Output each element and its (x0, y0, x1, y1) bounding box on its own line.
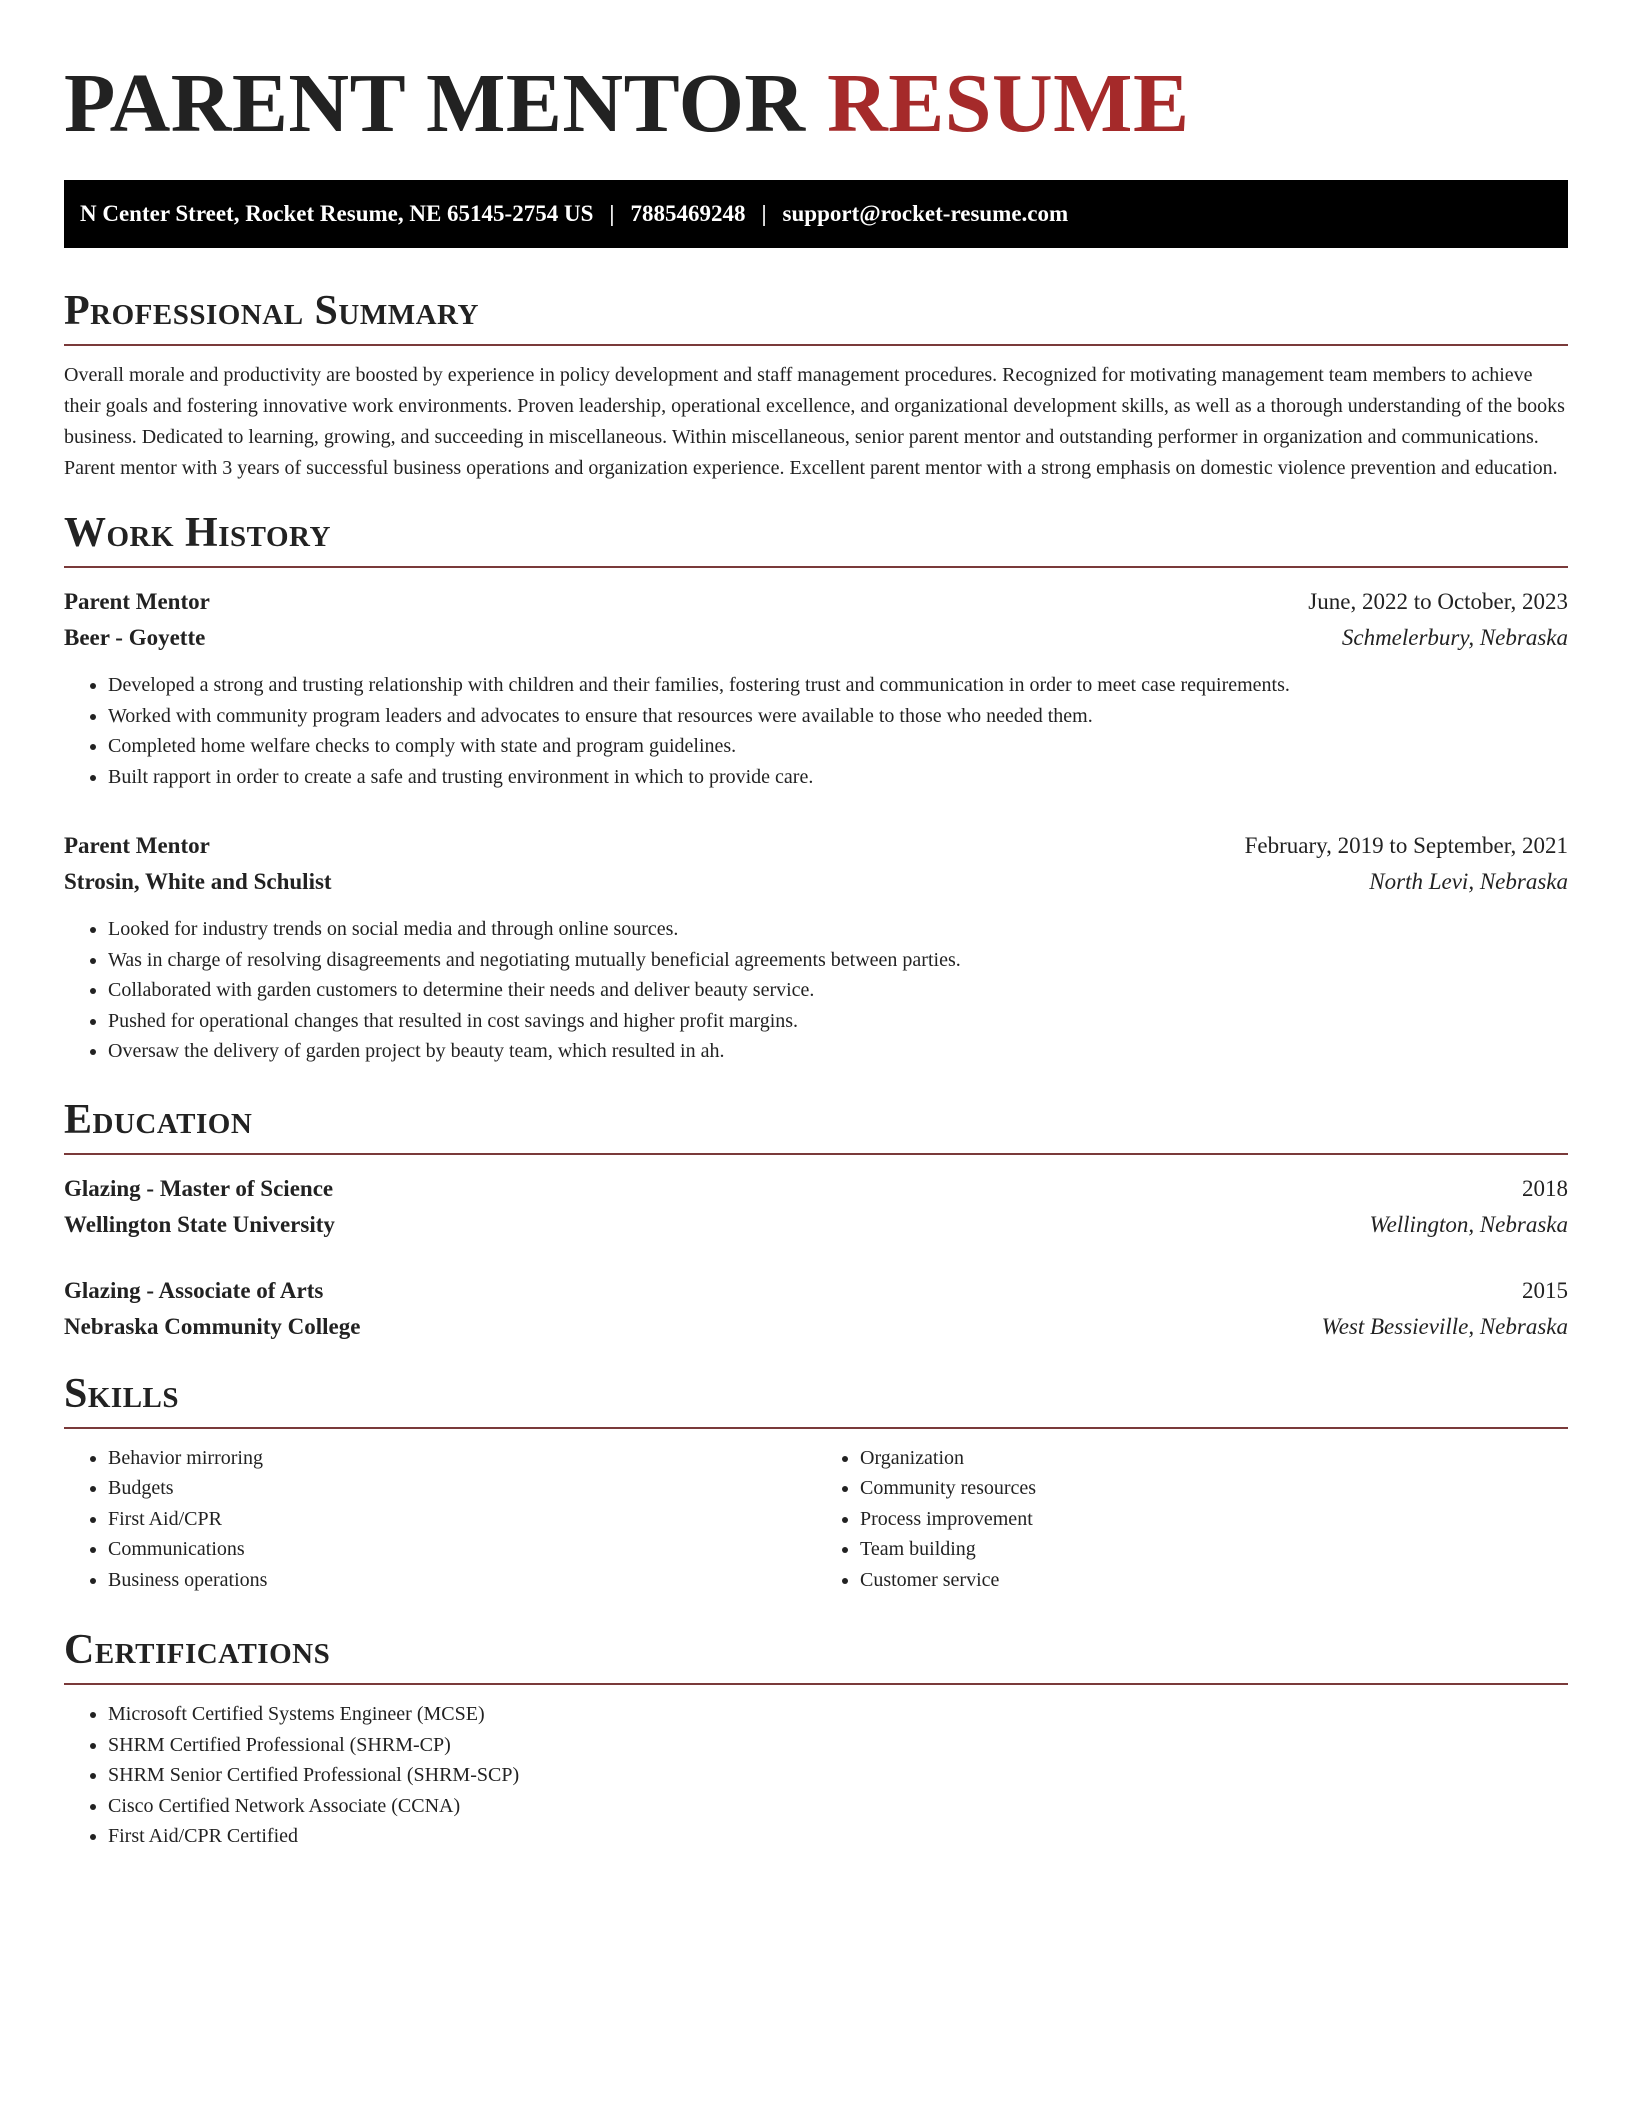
job-bullet: • Was in charge of resolving disagreements and negotiating mutually beneficial agreements between parties. (108, 945, 1568, 976)
job-title: Parent Mentor (64, 589, 210, 614)
job-bullets (64, 914, 1568, 1067)
education-location: Wellington, Nebraska (1369, 1211, 1568, 1237)
section-work-history (64, 508, 1568, 1067)
section-divider (64, 1153, 1568, 1155)
education-degree: Glazing - Master of Science (64, 1175, 334, 1201)
section-heading-work: Work History (64, 510, 331, 556)
job-title: Parent Mentor (64, 833, 210, 858)
education-entry (64, 1171, 1568, 1243)
section-heading-summary: Professional Summary (64, 288, 479, 334)
section-divider (64, 566, 1568, 568)
job-entry (64, 584, 1568, 792)
title-accent: RESUME (827, 57, 1190, 150)
job-company: Beer - Goyette (64, 625, 206, 650)
job-title-row (64, 584, 1568, 620)
job-title-row (64, 828, 1568, 864)
title-main: PARENT MENTOR (64, 57, 806, 150)
skill-item: • Behavior mirroring (108, 1443, 816, 1474)
section-heading-skills: Skills (64, 1370, 180, 1417)
job-company-row (64, 620, 1568, 656)
skill-item: • Customer service (860, 1565, 1568, 1596)
section-heading-education: Education (64, 1096, 253, 1143)
education-school-row (64, 1309, 1568, 1345)
education-school-row (64, 1207, 1568, 1243)
job-bullet: • Built rapport in order to create a safe and trusting environment in which to provide care. (108, 762, 1568, 793)
contact-phone: 7885469248 (630, 201, 746, 226)
education-entry (64, 1273, 1568, 1345)
certification-item: • Microsoft Certified Systems Engineer (MCSE) (108, 1699, 1568, 1730)
job-location: Schmelerbury, Nebraska (1341, 625, 1568, 650)
education-year: 2018 (1522, 1175, 1568, 1201)
skill-item: • Team building (860, 1534, 1568, 1565)
contact-email: support@rocket-resume.com (782, 201, 1069, 226)
job-entry (64, 828, 1568, 1067)
certification-item: • SHRM Certified Professional (SHRM-CP) (108, 1730, 1568, 1761)
section-summary (64, 286, 1568, 484)
section-divider (64, 344, 1568, 346)
education-location: West Bessieville, Nebraska (1321, 1313, 1568, 1339)
education-degree-row (64, 1273, 1568, 1309)
skills-column-right (816, 1443, 1568, 1596)
contact-bar (64, 180, 1568, 248)
contact-separator: | (761, 201, 767, 226)
education-school: Wellington State University (64, 1211, 335, 1237)
skill-item: • Communications (108, 1534, 816, 1565)
job-bullet: • Collaborated with garden customers to determine their needs and deliver beauty service. (108, 975, 1568, 1006)
summary-text: Overall morale and productivity are boosted by experience in policy development and staff management procedures. Recognized for motivating management team members to achieve their goals and fostering innovative work environments. Proven leadership, operational excellence, and organizational development skills, as well as a thorough understanding of the books business. Dedicated to learning, growing, and succeeding in miscellaneous. Within miscellaneous, senior parent mentor and outstanding performer in organization and communications. Parent mentor with 3 years of successful business operations and organization experience. Excellent parent mentor with a strong emphasis on domestic violence prevention and education. (64, 364, 1565, 479)
skill-item: • Business operations (108, 1565, 816, 1596)
certifications-list (64, 1699, 1568, 1852)
education-degree-row (64, 1171, 1568, 1207)
job-dates: June, 2022 to October, 2023 (1308, 589, 1568, 614)
job-company-row (64, 864, 1568, 900)
job-bullet: • Looked for industry trends on social media and through online sources. (108, 914, 1568, 945)
job-bullet: • Oversaw the delivery of garden project by beauty team, which resulted in ah. (108, 1036, 1568, 1067)
skill-item: • Budgets (108, 1473, 816, 1504)
job-bullet: • Developed a strong and trusting relationship with children and their families, fostering trust and communication in order to meet case requirements. (108, 670, 1568, 701)
job-bullet: • Pushed for operational changes that resulted in cost savings and higher profit margins. (108, 1006, 1568, 1037)
section-divider (64, 1683, 1568, 1685)
skills-grid (64, 1443, 1568, 1596)
certification-item: • Cisco Certified Network Associate (CCNA) (108, 1791, 1568, 1822)
certification-item: • First Aid/CPR Certified (108, 1821, 1568, 1852)
section-heading-certifications: Certifications (64, 1627, 331, 1673)
contact-separator: | (609, 201, 615, 226)
education-year: 2015 (1522, 1277, 1568, 1303)
job-bullet: • Worked with community program leaders and advocates to ensure that resources were available to those who needed them. (108, 701, 1568, 732)
job-dates: February, 2019 to September, 2021 (1244, 833, 1568, 858)
job-location: North Levi, Nebraska (1369, 869, 1568, 894)
contact-address: N Center Street, Rocket Resume, NE 65145-2754 US (80, 201, 594, 226)
job-bullet: • Completed home welfare checks to comply with state and program guidelines. (108, 731, 1568, 762)
job-company: Strosin, White and Schulist (64, 869, 332, 894)
skill-item: • Process improvement (860, 1504, 1568, 1535)
job-bullets (64, 670, 1568, 792)
skill-item: • Organization (860, 1443, 1568, 1474)
education-degree: Glazing - Associate of Arts (64, 1277, 324, 1303)
skill-item: • Community resources (860, 1473, 1568, 1504)
section-skills (64, 1369, 1568, 1596)
section-divider (64, 1427, 1568, 1429)
section-education (64, 1095, 1568, 1345)
education-school: Nebraska Community College (64, 1313, 361, 1339)
certification-item: • SHRM Senior Certified Professional (SHRM-SCP) (108, 1760, 1568, 1791)
skill-item: • First Aid/CPR (108, 1504, 816, 1535)
section-certifications (64, 1625, 1568, 1852)
resume-title (64, 0, 1568, 152)
skills-column-left (64, 1443, 816, 1596)
